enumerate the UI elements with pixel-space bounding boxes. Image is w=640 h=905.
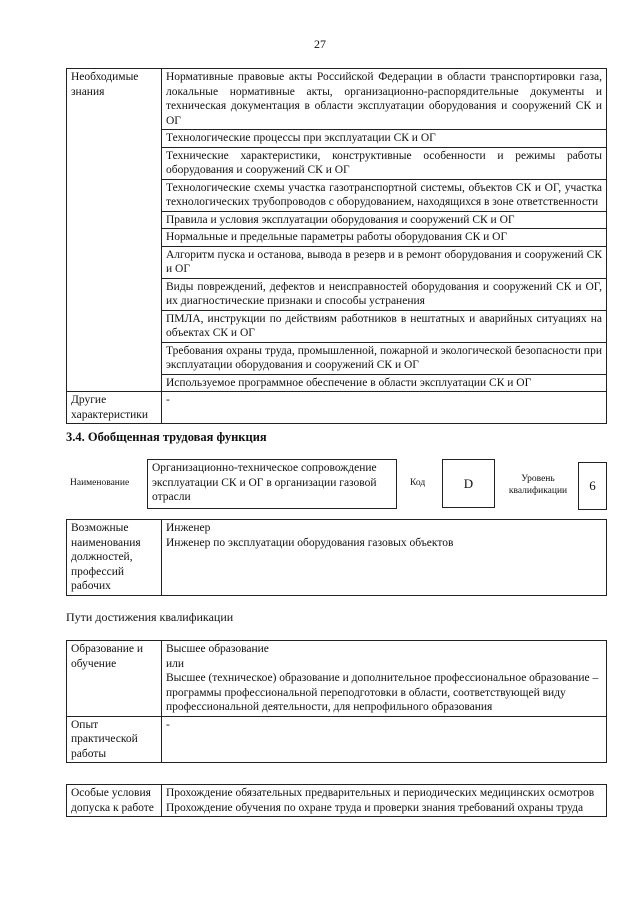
experience-label: Опыт практической работы — [67, 716, 162, 763]
conditions-label: Особые условия допуска к работе — [67, 785, 162, 817]
function-name: Организационно-техническое сопровождение эксплуатации СК и ОГ в организации газовой отрасли — [147, 459, 397, 509]
table-row — [67, 69, 607, 130]
knowledge-item: Требования охраны труда, промышленной, пожарной и экологической безопасности при эксплуатации оборудования и сооружений СК и ОГ — [162, 342, 607, 374]
name-label: Наименование — [70, 478, 130, 488]
positions-table — [66, 519, 607, 596]
condition-line: Прохождение обучения по охране труда и проверки знания требований охраны труда — [166, 801, 584, 814]
knowledge-label: Необходимые знания — [67, 69, 162, 392]
knowledge-item: Нормативные правовые акты Российской Федерации в области транспортировки газа, локальные нормативные акты, организационно-распорядительные документы и техническая документация в области эксплуатации оборудования и сооружений СК и ОГ — [162, 69, 607, 130]
education-line: Высшее (техническое) образование и дополнительное профессиональное образование – программы профессиональной переподготовки в области, соответствующей виду профессиональной деятельности, для непрофильного образования — [166, 672, 599, 713]
education-table — [66, 640, 607, 763]
experience-value: - — [162, 716, 607, 763]
level-value: 6 — [578, 462, 607, 510]
code-label: Код — [410, 478, 426, 488]
knowledge-table — [66, 68, 607, 424]
knowledge-item: ПМЛА, инструкции по действиям работников в нештатных и аварийных ситуациях на объектах СК и ОГ — [162, 310, 607, 342]
page-number: 27 — [314, 37, 326, 51]
knowledge-item: Виды повреждений, дефектов и неисправностей оборудования и сооружений СК и ОГ, их диагностические признаки и способы устранения — [162, 278, 607, 310]
table-row — [67, 392, 607, 424]
knowledge-item: Технологические схемы участка газотранспортной системы, объектов СК и ОГ, участка технологических трубопроводов с оборудованием, находящихся в зоне ответственности — [162, 179, 607, 211]
education-line: или — [166, 657, 185, 670]
knowledge-item: Правила и условия эксплуатации оборудования и сооружений СК и ОГ — [162, 211, 607, 229]
section-title: 3.4. Обобщенная трудовая функция — [66, 430, 267, 444]
level-label: Уровень квалификации — [508, 474, 568, 496]
knowledge-item: Нормальные и предельные параметры работы оборудования СК и ОГ — [162, 229, 607, 247]
position-item: Инженер по эксплуатации оборудования газовых объектов — [166, 536, 454, 549]
education-label: Образование и обучение — [67, 641, 162, 717]
paths-title: Пути достижения квалификации — [66, 610, 234, 624]
other-value: - — [162, 392, 607, 424]
table-row — [67, 641, 607, 717]
knowledge-item: Алгоритм пуска и останова, вывода в резерв и в ремонт оборудования и сооружений СК и ОГ — [162, 246, 607, 278]
positions-label: Возможные наименования должностей, профессий рабочих — [67, 520, 162, 596]
table-row — [67, 716, 607, 763]
table-row — [67, 520, 607, 596]
knowledge-item: Технические характеристики, конструктивные особенности и режимы работы оборудования и сооружений СК и ОГ — [162, 147, 607, 179]
conditions-table — [66, 784, 607, 817]
education-line: Высшее образование — [166, 643, 269, 655]
table-row — [67, 785, 607, 817]
knowledge-item: Технологические процессы при эксплуатации СК и ОГ — [162, 130, 607, 148]
knowledge-item: Используемое программное обеспечение в области эксплуатации СК и ОГ — [162, 374, 607, 392]
condition-line: Прохождение обязательных предварительных и периодических медицинских осмотров — [166, 787, 595, 799]
code-value: D — [442, 459, 495, 508]
other-label: Другие характеристики — [67, 392, 162, 424]
position-item: Инженер — [166, 522, 211, 534]
